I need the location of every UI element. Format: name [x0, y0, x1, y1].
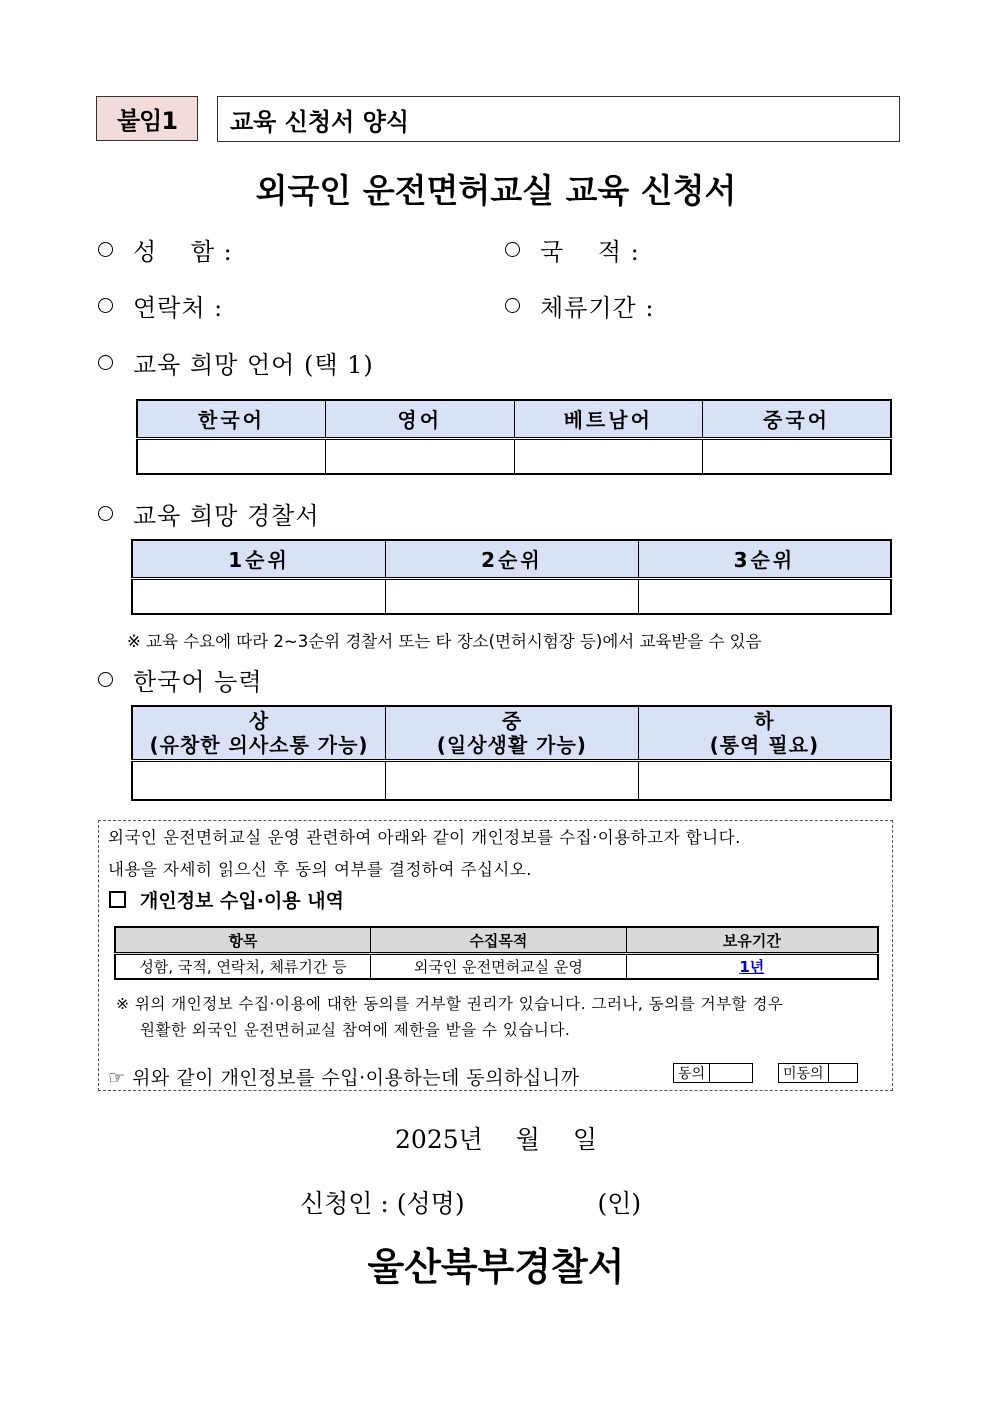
level-high-header: [132, 706, 386, 760]
rank-input-cell[interactable]: [386, 578, 639, 614]
rank-input-cell[interactable]: [132, 578, 386, 614]
form-type-title: 교육 신청서 양식: [217, 96, 900, 142]
korean-section-label: [98, 662, 263, 697]
level-check-cell[interactable]: [386, 760, 639, 800]
disagree-checkbox[interactable]: [778, 1063, 858, 1083]
stay-period-label: 체류기간 :: [540, 294, 655, 322]
korean-label: 한국어 능력: [133, 668, 263, 696]
radio-circle-icon: [505, 242, 520, 257]
radio-circle-icon: [98, 355, 113, 370]
language-check-cell[interactable]: [326, 438, 515, 474]
language-option-chinese: 중국어: [703, 400, 892, 438]
checkbox-square-icon: [109, 891, 126, 908]
language-table: [136, 399, 892, 475]
rank-1-header: 1순위: [132, 540, 386, 578]
level-mid-name: 중: [501, 708, 523, 733]
name-label: 성 함 :: [133, 238, 233, 266]
station-label: 교육 희망 경찰서: [133, 502, 320, 530]
level-check-cell[interactable]: [638, 760, 891, 800]
privacy-header-period: 보유기간: [626, 927, 878, 954]
level-low-desc: (통역 필요): [709, 732, 820, 757]
korean-level-table: [131, 705, 892, 801]
language-section-label: [98, 345, 374, 380]
date-line: 2025년 월 일: [395, 1125, 597, 1154]
privacy-cell-item: 성함, 국적, 연락처, 체류기간 등: [115, 954, 371, 980]
station-note: ※ 교육 수요에 따라 2~3순위 경찰서 또는 타 장소(면허시험장 등)에서 교육받을 수 있음: [127, 632, 762, 651]
level-check-cell[interactable]: [132, 760, 386, 800]
language-option-english: 영어: [326, 400, 515, 438]
consent-heading-text: 개인정보 수입·이용 내역: [140, 890, 344, 912]
language-label: 교육 희망 언어 (택 1): [133, 351, 374, 379]
applicant-line: 신청인 : (성명) (인): [300, 1189, 642, 1218]
agree-checkbox[interactable]: [673, 1063, 753, 1083]
disagree-label: 미동의: [779, 1064, 829, 1082]
level-mid-desc: (일상생활 가능): [436, 732, 587, 757]
language-option-korean: 한국어: [137, 400, 326, 438]
language-check-cell[interactable]: [703, 438, 892, 474]
agree-check-area[interactable]: [710, 1064, 752, 1082]
privacy-header-purpose: 수집목적: [371, 927, 627, 954]
level-high-desc: (유창한 의사소통 가능): [149, 732, 369, 757]
language-check-cell[interactable]: [514, 438, 703, 474]
agree-label: 동의: [674, 1064, 710, 1082]
language-check-cell[interactable]: [137, 438, 326, 474]
radio-circle-icon: [98, 242, 113, 257]
nationality-field[interactable]: [505, 232, 640, 267]
attachment-tag: 붙임1: [96, 96, 198, 141]
nationality-label: 국 적 :: [540, 238, 640, 266]
name-field[interactable]: [98, 232, 233, 267]
privacy-header-item: 항목: [115, 927, 371, 954]
language-option-vietnamese: 베트남어: [514, 400, 703, 438]
consent-heading: [109, 886, 344, 913]
consent-notice-1: ※ 위의 개인정보 수집·이용에 대한 동의를 거부할 권리가 있습니다. 그러나, 동의를 거부할 경우: [116, 995, 784, 1013]
issuing-office: 울산북부경찰서: [367, 1244, 625, 1289]
level-low-name: 하: [754, 708, 775, 733]
privacy-cell-purpose: 외국인 운전면허교실 운영: [371, 954, 627, 980]
stay-period-field[interactable]: [505, 288, 654, 323]
disagree-check-area[interactable]: [829, 1064, 857, 1082]
consent-question-row: [108, 1063, 580, 1090]
consent-notice-2: 원활한 외국인 운전면허교실 참여에 제한을 받을 수 있습니다.: [140, 1021, 571, 1039]
radio-circle-icon: [98, 672, 113, 687]
privacy-cell-period: 1년: [626, 954, 878, 980]
rank-2-header: 2순위: [386, 540, 639, 578]
table-row: [115, 954, 878, 980]
contact-label: 연락처 :: [133, 294, 224, 322]
contact-field[interactable]: [98, 288, 223, 323]
radio-circle-icon: [98, 298, 113, 313]
consent-question: ☞ 위와 같이 개인정보를 수입·이용하는데 동의하십니까: [108, 1067, 580, 1089]
consent-intro-2: 내용을 자세히 읽으신 후 동의 여부를 결정하여 주십시오.: [108, 860, 533, 879]
rank-3-header: 3순위: [638, 540, 891, 578]
level-high-name: 상: [248, 708, 270, 733]
level-low-header: [638, 706, 891, 760]
radio-circle-icon: [98, 506, 113, 521]
station-table: [131, 539, 892, 615]
rank-input-cell[interactable]: [638, 578, 891, 614]
page-title: 외국인 운전면허교실 교육 신청서: [255, 171, 737, 210]
consent-intro-1: 외국인 운전면허교실 운영 관련하여 아래와 같이 개인정보를 수집·이용하고자 합니다.: [108, 828, 741, 847]
level-mid-header: [386, 706, 639, 760]
privacy-table: [114, 926, 879, 980]
station-section-label: [98, 496, 320, 531]
radio-circle-icon: [505, 298, 520, 313]
